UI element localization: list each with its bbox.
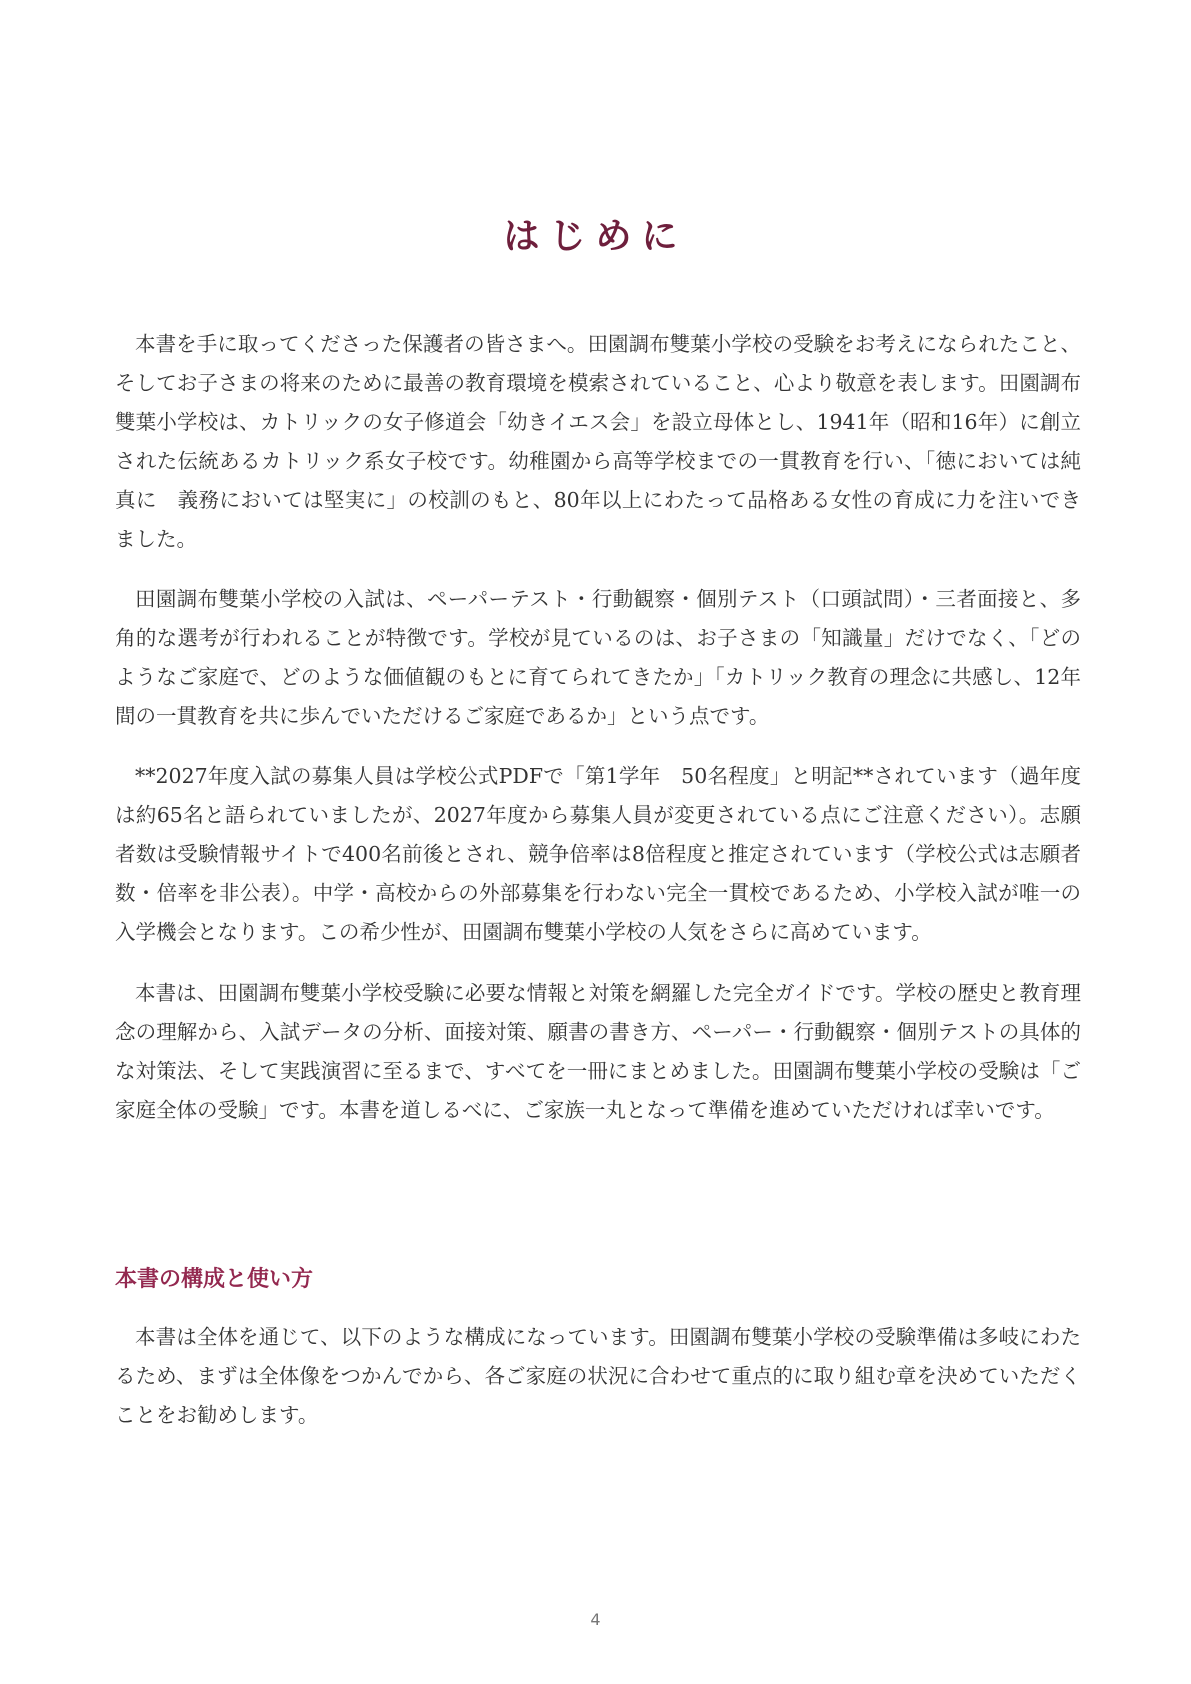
page-title: はじめに (503, 216, 688, 257)
section-paragraph: 本書は全体を通じて、以下のような構成になっています。田園調布雙葉小学校の受験準備は多岐にわたるため、まずは全体像をつかんでから、各ご家庭の状況に合わせて重点的に取り組む章を決めていただくことをお勧めします。 (115, 1325, 1081, 1427)
section-heading: 本書の構成と使い方 (115, 1267, 314, 1292)
intro-paragraph-3: **2027年度入試の募集人員は学校公式PDFで「第1学年 50名程度」と明記**されています（過年度は約65名と語られていましたが、2027年度から募集人員が変更されている点にご注意ください）。志願者数は受験情報サイトで400名前後とされ、競争倍率は8倍程度と推定されています（学校公式は志願者数・倍率を非公表）。中学・高校からの外部募集を行わない完全一貫校であるため、小学校入試が唯一の入学機会となります。この希少性が、田園調布雙葉小学校の人気をさらに高めています。 (115, 764, 1081, 944)
intro-paragraph-4: 本書は、田園調布雙葉小学校受験に必要な情報と対策を網羅した完全ガイドです。学校の歴史と教育理念の理解から、入試データの分析、面接対策、願書の書き方、ペーパー・行動観察・個別テストの具体的な対策法、そして実践演習に至るまで、すべてを一冊にまとめました。田園調布雙葉小学校の受験は「ご家庭全体の受験」です。本書を道しるべに、ご家族一丸となって準備を進めていただければ幸いです。 (115, 981, 1081, 1122)
intro-paragraph-2: 田園調布雙葉小学校の入試は、ペーパーテスト・行動観察・個別テスト（口頭試問）・三者面接と、多角的な選考が行われることが特徴です。学校が見ているのは、お子さまの「知識量」だけでなく、「どのようなご家庭で、どのような価値観のもとに育てられてきたか」「カトリック教育の理念に共感し、12年間の一貫教育を共に歩んでいただけるご家庭であるか」という点です。 (115, 587, 1081, 728)
page-number: 4 (590, 1610, 601, 1629)
intro-paragraph-1: 本書を手に取ってくださった保護者の皆さまへ。田園調布雙葉小学校の受験をお考えになられたこと、そしてお子さまの将来のために最善の教育環境を模索されていること、心より敬意を表します。田園調布雙葉小学校は、カトリックの女子修道会「幼きイエス会」を設立母体とし、1941年（昭和16年）に創立された伝統あるカトリック系女子校です。幼稚園から高等学校までの一貫教育を行い、「徳においては純真に 義務においては堅実に」の校訓のもと、80年以上にわたって品格ある女性の育成に力を注いできました。 (115, 332, 1081, 551)
